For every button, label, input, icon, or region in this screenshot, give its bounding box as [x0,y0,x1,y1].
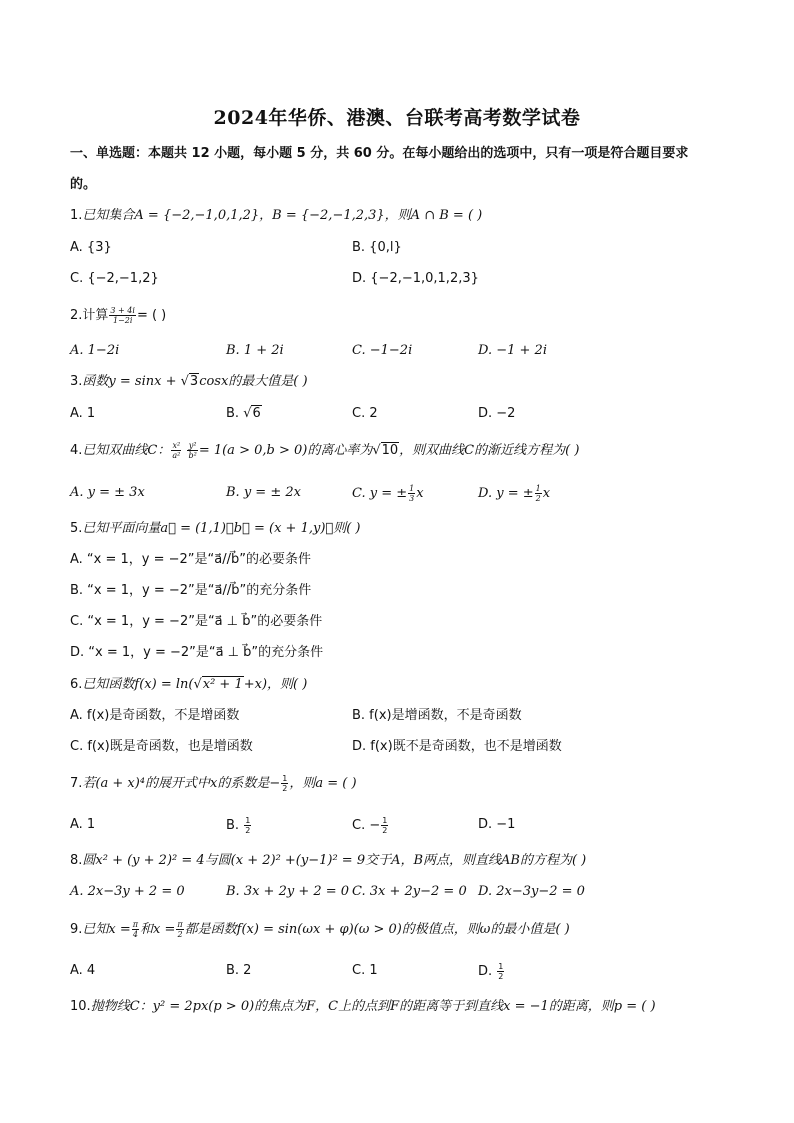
question-stem-mid: 和x = [140,922,176,937]
fraction [281,774,288,793]
q8-option-d: D. 2x−3y−2 = 0 [478,884,585,899]
option-label: D. y = ± [478,486,534,501]
question-stem-end: 都是函数f(x) = sin(ωx + φ)(ω > 0)的极值点，则ω的最小值是( ) [184,922,570,937]
question-1 [70,207,482,225]
q6-option-d: D. f(x)既不是奇函数，也不是增函数 [352,739,562,754]
option-label: C. − [352,818,381,833]
sqrt: √x² + 1 [193,677,243,692]
question-stem: 已知双曲线C： [82,443,171,458]
section-heading-cont: 的。 [70,177,97,192]
q3-option-b [226,405,262,423]
fraction-denominator: 3 [409,494,415,503]
question-stem: 抛物线C：y² = 2px(p > 0)的焦点为F，C上的点到F的距离等于到直线x = −1的距离，则p = ( ) [90,999,656,1014]
q4-option-d [478,484,550,503]
fraction-numerator: y² [188,441,197,450]
question-4 [70,441,579,460]
fraction-numerator: 3 + 4i [110,306,135,315]
q1-option-d: D. {−2,−1,0,1,2,3} [352,271,479,286]
question-stem: 已知函数f(x) = ln( [82,677,194,692]
fraction-numerator: x² [172,441,181,450]
fraction [381,816,388,835]
fraction-numerator: π [132,920,139,929]
option-label: C. y = ± [352,486,408,501]
fraction [535,484,542,503]
q7-option-a: A. 1 [70,817,96,832]
q9-option-b: B. 2 [226,963,252,978]
question-stem-end: cosx的最大值是( ) [199,374,308,389]
q2-option-a: A. 1−2i [70,343,120,358]
fraction [132,920,139,939]
question-number: 6. [70,677,83,692]
question-stem: 已知x = [82,922,131,937]
question-stem-end: ，则a = ( ) [289,776,357,791]
q2-option-b: B. 1 + 2i [226,343,284,358]
q6-option-c: C. f(x)既是奇函数，也是增函数 [70,739,253,754]
question-number: 7. [70,776,83,791]
question-stem: 已知集合A = {−2,−1,0,1,2}，B = {−2,−1,2,3}，则A ∩ B = ( ) [82,208,483,223]
q8-option-b: B. 3x + 2y + 2 = 0 [226,884,350,899]
fraction-denominator: 2 [535,494,541,503]
sqrt: √3 [180,374,199,389]
question-10 [70,998,656,1016]
q8-option-a: A. 2x−3y + 2 = 0 [70,884,185,899]
question-stem: 若(a + x)⁴的展开式中x的系数是− [82,776,281,791]
option-label: B. [226,818,244,833]
question-5 [70,520,360,538]
fraction-denominator: 2 [282,784,288,793]
fraction-denominator: a² [172,451,181,460]
q7-option-b [226,816,252,835]
fraction-denominator: 2 [498,972,504,981]
q1-option-b: B. {0,l} [352,240,402,255]
q6-option-b: B. f(x)是增函数，不是奇函数 [352,708,522,723]
q4-option-a: A. y = ± 3x [70,485,145,500]
fraction-denominator: 2 [382,826,388,835]
fraction [497,962,504,981]
question-number: 1. [70,208,83,223]
q4-option-b: B. y = ± 2x [226,485,301,500]
question-number: 2. [70,308,83,323]
q5-option-d: D. “x = 1，y = −2”是“a⃗ ⊥ b⃗”的充分条件 [70,645,324,660]
fraction-denominator: b² [188,451,197,460]
q9-option-d [478,962,505,981]
q9-option-a: A. 4 [70,963,96,978]
q4-option-c [352,484,424,503]
question-stem-end: = ( ) [136,308,167,323]
q3-option-a: A. 1 [70,406,96,421]
fraction [187,441,197,460]
q2-option-d: D. −1 + 2i [478,343,547,358]
option-tail: x [416,486,424,501]
fraction [109,306,136,325]
radicand: 10 [381,443,399,458]
radicand: 3 [189,374,199,389]
option-tail: x [542,486,551,501]
question-stem: 已知平面向量a⃗ = (1,1)，b⃗ = (x + 1,y)，则( ) [82,521,361,536]
question-number: 5. [70,521,83,536]
sqrt: √6 [243,406,261,421]
section-heading: 一、单选题：本题共 12 小题，每小题 5 分，共 60 分。在每小题给出的选项中，只有一项是符合题目要求 [70,146,689,161]
q6-option-a: A. f(x)是奇函数，不是增函数 [70,708,240,723]
question-stem-end: ，则双曲线C的渐近线方程为( ) [399,443,580,458]
question-stem: 函数y = sinx + [82,374,181,389]
question-9 [70,920,570,939]
q5-option-c: C. “x = 1，y = −2”是“a⃗ ⊥ b⃗”的必要条件 [70,614,323,629]
option-label: D. [478,964,497,979]
radicand: 6 [252,406,261,421]
q1-option-a: A. {3} [70,240,112,255]
fraction-numerator: 1 [498,962,504,971]
fraction-numerator: π [177,920,183,929]
question-stem-mid: = 1(a > 0,b > 0)的离心率为 [198,443,373,458]
fraction-numerator: 1 [282,774,288,783]
q3-option-d: D. −2 [478,406,516,421]
fraction-numerator: 1 [382,816,388,825]
fraction-denominator: 4 [132,930,138,939]
fraction-numerator: 1 [409,484,415,493]
question-8 [70,852,586,870]
question-stem: 计算 [82,308,109,323]
question-number: 10. [70,999,91,1014]
fraction [244,816,251,835]
q5-option-a: A. “x = 1，y = −2”是“a⃗//b⃗”的必要条件 [70,552,311,567]
question-number: 3. [70,374,83,389]
q7-option-d: D. −1 [478,817,516,832]
q8-option-c: C. 3x + 2y−2 = 0 [352,884,467,899]
q7-option-c [352,816,389,835]
question-2 [70,306,166,325]
option-label: B. [226,406,244,421]
fraction [408,484,415,503]
page-title: 2024年华侨、港澳、台联考高考数学试卷 [213,107,581,129]
question-number: 4. [70,443,83,458]
fraction-denominator: 2 [245,826,251,835]
question-stem: 圆x² + (y + 2)² = 4与圆(x + 2)² +(y−1)² = 9交于A，B两点，则直线AB的方程为( ) [82,853,587,868]
q5-option-b: B. “x = 1，y = −2”是“a⃗//b⃗”的充分条件 [70,583,312,598]
question-3 [70,373,308,391]
question-7 [70,774,357,793]
question-number: 8. [70,853,83,868]
fraction [176,920,183,939]
fraction-numerator: 1 [245,816,251,825]
radicand: x² + 1 [202,677,243,692]
question-stem-end: +x)，则( ) [243,677,308,692]
q1-option-c: C. {−2,−1,2} [70,271,159,286]
question-number: 9. [70,922,83,937]
q3-option-c: C. 2 [352,406,378,421]
fraction-denominator: 1−2i [112,316,133,325]
fraction-numerator: 1 [535,484,541,493]
fraction [171,441,181,460]
fraction-denominator: 2 [177,930,183,939]
question-6 [70,676,307,694]
q2-option-c: C. −1−2i [352,343,413,358]
q9-option-c: C. 1 [352,963,378,978]
sqrt: √10 [372,443,399,458]
